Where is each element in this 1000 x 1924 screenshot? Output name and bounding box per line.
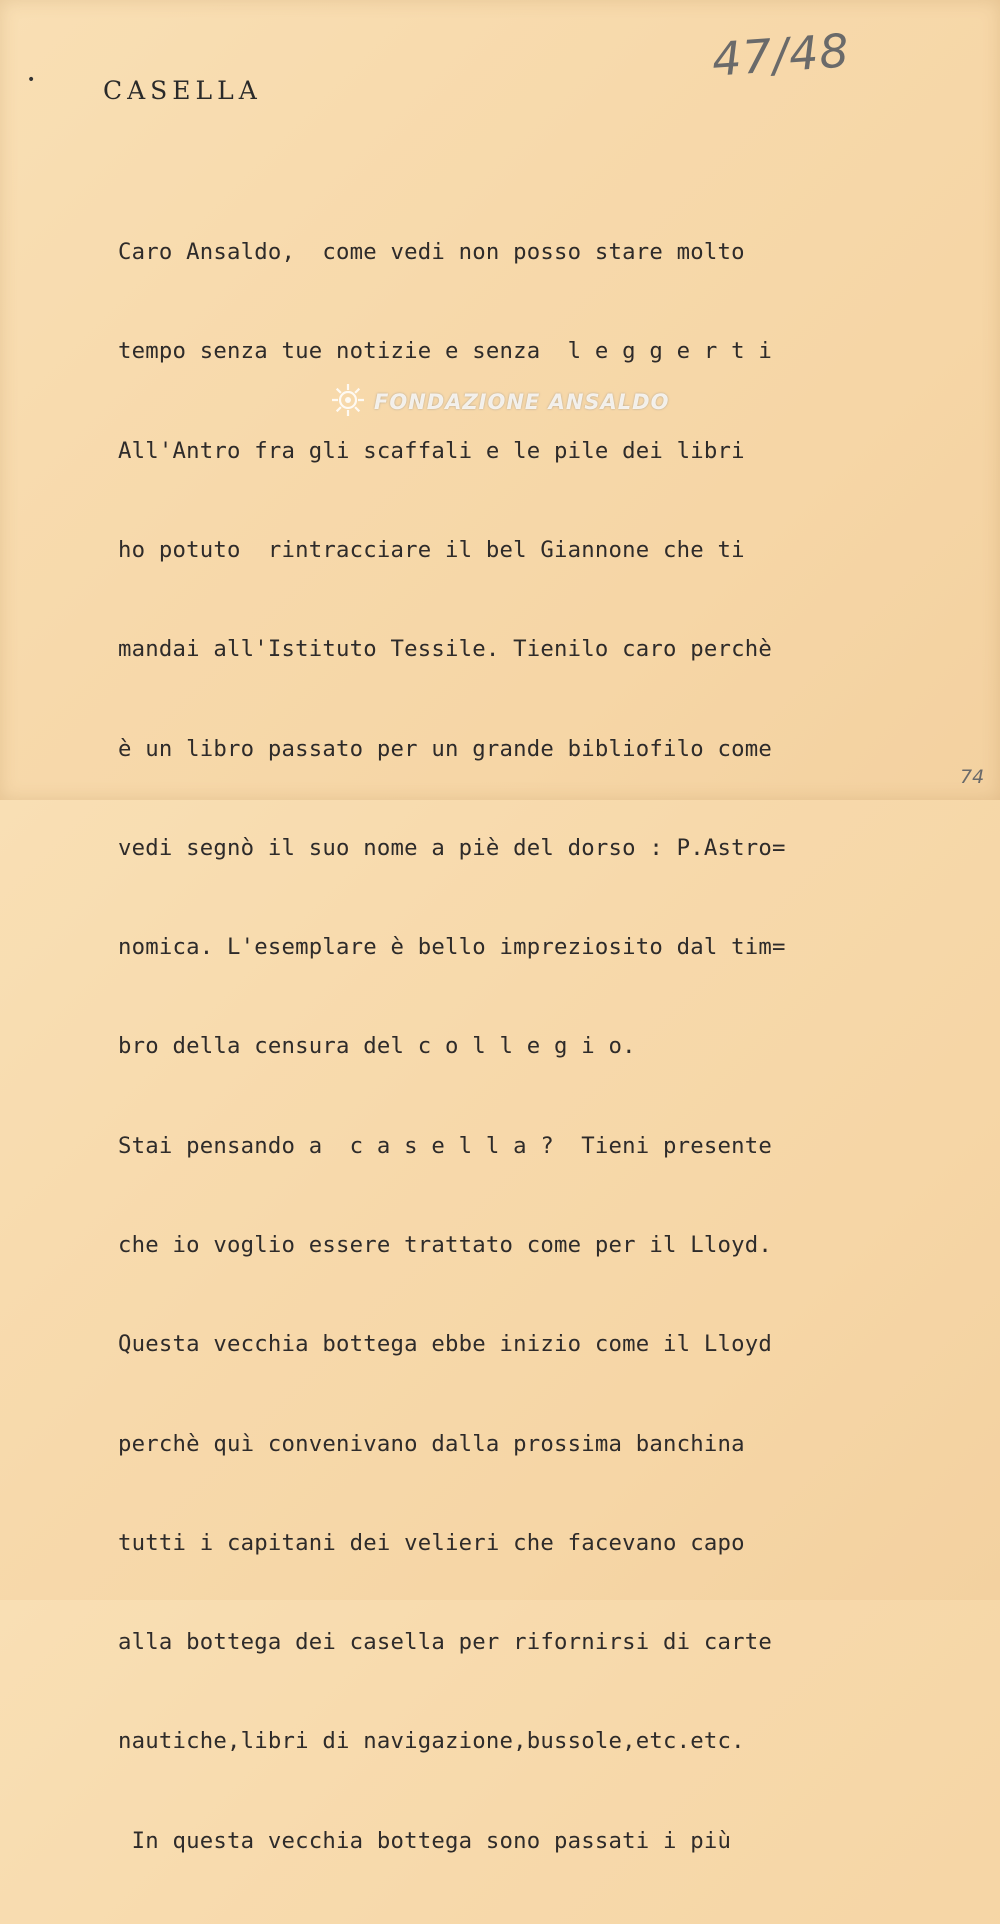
letter-line: ho potuto rintracciare il bel Giannone che ti — [118, 537, 745, 564]
handwritten-page-number: 74 — [960, 766, 985, 788]
letter-line: nomica. L'esemplare è bello impreziosito dal tim= — [118, 934, 786, 961]
handwritten-archive-number: 47/48 — [710, 23, 852, 87]
letter-line: Stai pensando a c a s e l l a ? Tieni presente — [118, 1132, 772, 1159]
watermark-text: FONDAZIONE ANSALDO — [374, 390, 670, 414]
letter-line: tutti i capitani dei velieri che facevano capo — [118, 1529, 745, 1556]
letter-line: bro della censura del c o l l e g i o. — [118, 1033, 636, 1060]
letter-line: è un libro passato per un grande bibliofilo come — [118, 735, 772, 762]
letter-line: perchè quì convenivano dalla prossima banchina — [118, 1430, 745, 1457]
letter-line: All'Antro fra gli scaffali e le pile dei libri — [118, 437, 745, 464]
corner-mark: • — [27, 72, 36, 88]
letter-line: In questa vecchia bottega sono passati i più — [118, 1827, 732, 1854]
letter-line: vedi segnò il suo nome a piè del dorso : P.Astro= — [118, 834, 786, 861]
letter-line: mandai all'Istituto Tessile. Tienilo caro perchè — [118, 636, 772, 663]
letter-line: Questa vecchia bottega ebbe inizio come il Lloyd — [118, 1331, 772, 1358]
letter-line: alla bottega dei casella per rifornirsi di carte — [118, 1629, 772, 1656]
letterhead-title: CASELLA — [103, 76, 262, 105]
letter-body — [118, 170, 988, 1924]
letter-line: che io voglio essere trattato come per il Lloyd. — [118, 1232, 772, 1258]
letter-line: tempo senza tue notizie e senza l e g g e r t i — [118, 338, 772, 365]
letter-line: nautiche,libri di navigazione,bussole,etc.etc. — [118, 1728, 745, 1755]
letter-line: Caro Ansaldo, come vedi non posso stare molto — [118, 239, 745, 266]
